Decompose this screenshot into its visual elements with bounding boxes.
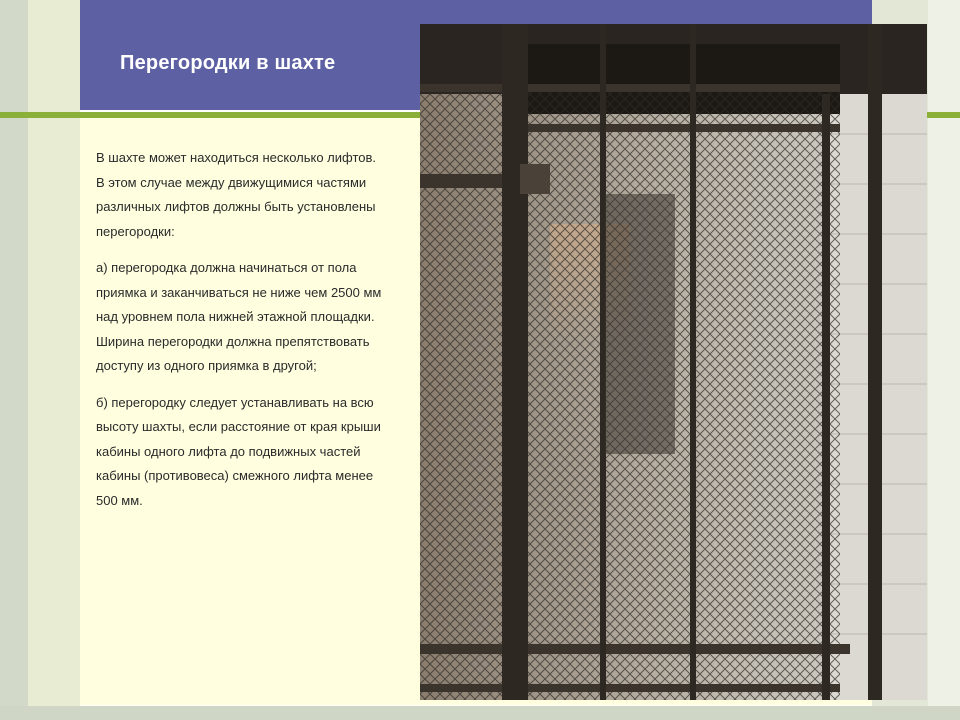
slide-title: Перегородки в шахте [120, 52, 336, 74]
photo-illustration [420, 24, 927, 700]
paragraph-b: б) перегородку следует устанавливать на всю высоту шахты, если расстояние от края крыши кабины одного лифта до подвижных частей кабины (противовеса) смежного лифта менее 500 мм. [96, 394, 381, 508]
bottom-strip [0, 706, 960, 720]
shaft-partition-photo [420, 24, 927, 700]
left-decor-band [0, 0, 80, 720]
paragraph-intro: В шахте может находиться несколько лифтов. В этом случае между движущимися частями различных лифтов должны быть установлены перегородки: [96, 150, 376, 239]
paragraph-a: а) перегородка должна начинаться от пола приямка и заканчиваться не ниже чем 2500 мм над уровнем пола нижней этажной площадки. Ширина перегородки должна препятствовать доступу из одного приямка в другой; [96, 260, 382, 373]
slide-body [96, 146, 386, 525]
